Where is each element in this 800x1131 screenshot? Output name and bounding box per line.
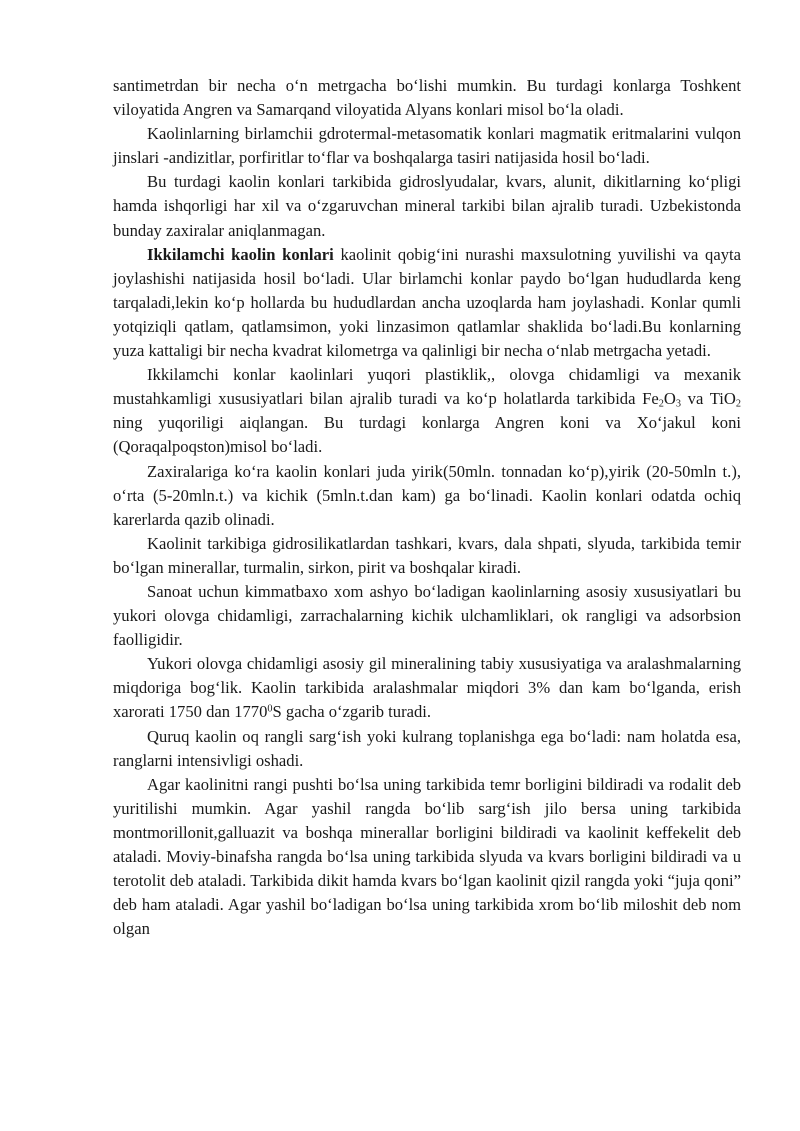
paragraph-11: Agar kaolinitni rangi pushti bo‘lsa uning tarkibida temr borligini bildiradi va rodalit deb yuritilishi mumkin. Agar yashil rangda bo‘lib sarg‘ish jilo bersa uning tarkibida montmorillonit,galluazit va boshqa minerallar borligini bildiradi va kaolinit keffekelit deb ataladi. Moviy-binafsha rangda bo‘lsa uning tarkibida slyuda va kvars borligini bildiradi va u terotolit deb ataladi. Tarkibida dikit hamda kvars bo‘lgan kaolinit qizil rangda yoki “juja qoni” deb ham ataladi. Agar yashil bo‘ladigan bo‘lsa uning tarkibida xrom bo‘lib miloshit deb nom olgan: [113, 774, 741, 939]
paragraph-10: Quruq kaolin oq rangli sarg‘ish yoki kulrang toplanishga ega bo‘ladi: nam holatda esa, ranglarni intensivligi oshadi.: [113, 726, 741, 770]
paragraph-4-text: kaolinit qobig‘ini nurashi maxsulotning yuvilishi va qayta joylashishi natijasida hosil bo‘ladi. Ular birlamchi konlar paydo bo‘lgan hududlarda keng tarqaladi,lekin ko‘p hollarda bu hududlardan ancha uzoqlarda ham joylashadi. Konlar qumli yotqiziqli qatlam, qatlamsimon, yoki linzasimon qatlamlar shaklida bo‘ladi.Bu konlarning yuza kattaligi bir necha kvadrat kilometrga va qalinligi bir necha o‘nlab metrgacha yetadi.: [113, 244, 741, 361]
paragraph-5-text-b: O: [663, 389, 676, 409]
paragraph-6: Zaxiralariga ko‘ra kaolin konlari juda yirik(50mln. tonnadan ko‘p),yirik (20-50mln t.), o‘rta (5-20mln.t.) va kichik (5mln.t.dan kam) ga bo‘linadi. Kaolin konlari odatda ochiq karerlarda qazib olinadi.: [113, 461, 741, 529]
paragraph-5-text-a: Ikkilamchi konlar kaolinlari yuqori plastiklik,, olovga chidamligi va mexanik mustahkamligi xususiyatlari bilan ajralib turadi va ko‘p holatlarda tarkibida Fe: [113, 365, 741, 409]
paragraph-1: santimetrdan bir necha o‘n metrgacha bo‘lishi mumkin. Bu turdagi konlarga Toshkent viloyatida Angren va Samarqand viloyatida Alyans konlari misol bo‘la oladi.: [113, 76, 741, 120]
paragraph-4: [113, 243, 741, 363]
subscript-fe-2: 2: [658, 398, 664, 410]
paragraph-9: [113, 652, 741, 724]
superscript-degree: 0: [267, 703, 273, 715]
paragraph-9-text-a: Yukori olovga chidamligi asosiy gil mineralining tabiy xususiyatiga va aralashmalarning miqdoriga bog‘lik. Kaolin tarkibida aralashmalar miqdori 3% dan kam bo‘lganda, erish xarorati 1750 dan 1770: [113, 654, 741, 722]
paragraph-5: [113, 363, 741, 459]
subscript-ti-2: 2: [735, 398, 741, 410]
paragraph-7: Kaolinit tarkibiga gidrosilikatlardan tashkari, kvars, dala shpati, slyuda, tarkibida temir bo‘lgan minerallar, turmalin, sirkon, pirit va boshqalar kiradi.: [113, 533, 741, 577]
paragraph-5-text-c: va TiO: [681, 389, 736, 409]
paragraph-5-text-d: ning yuqoriligi aiqlangan. Bu turdagi konlarga Angren koni va Xo‘jakul koni (Qoraqalpoqston)misol bo‘ladi.: [113, 413, 741, 457]
paragraph-8: Sanoat uchun kimmatbaxo xom ashyo bo‘ladigan kaolinlarning asosiy xususiyatlari bu yukori olovga chidamligi, zarrachalarning kichik ulchamliklari, ok rangligi va adsorbsion faolligidir.: [113, 581, 741, 650]
secondary-kaolin-heading: Ikkilamchi kaolin konlari: [147, 244, 334, 264]
paragraph-2: Kaolinlarning birlamchii gdrotermal-metasomatik konlari magmatik eritmalarini vulqon jinslari -andizitlar, porfiritlar to‘flar va boshqalarga tasiri natijasida hosil bo‘ladi.: [113, 124, 741, 168]
paragraph-9-text-b: S gacha o‘zgarib turadi.: [272, 702, 432, 722]
paragraph-3: Bu turdagi kaolin konlari tarkibida gidroslyudalar, kvars, alunit, dikitlarning ko‘pligi hamda ishqorligi har xil va o‘zgaruvchan mineral tarkibi bilan ajralib turadi. Uzbekistonda bunday zaxiralar aniqlanmagan.: [113, 172, 741, 240]
document-page: [113, 74, 741, 941]
subscript-o-3: 3: [675, 398, 681, 410]
